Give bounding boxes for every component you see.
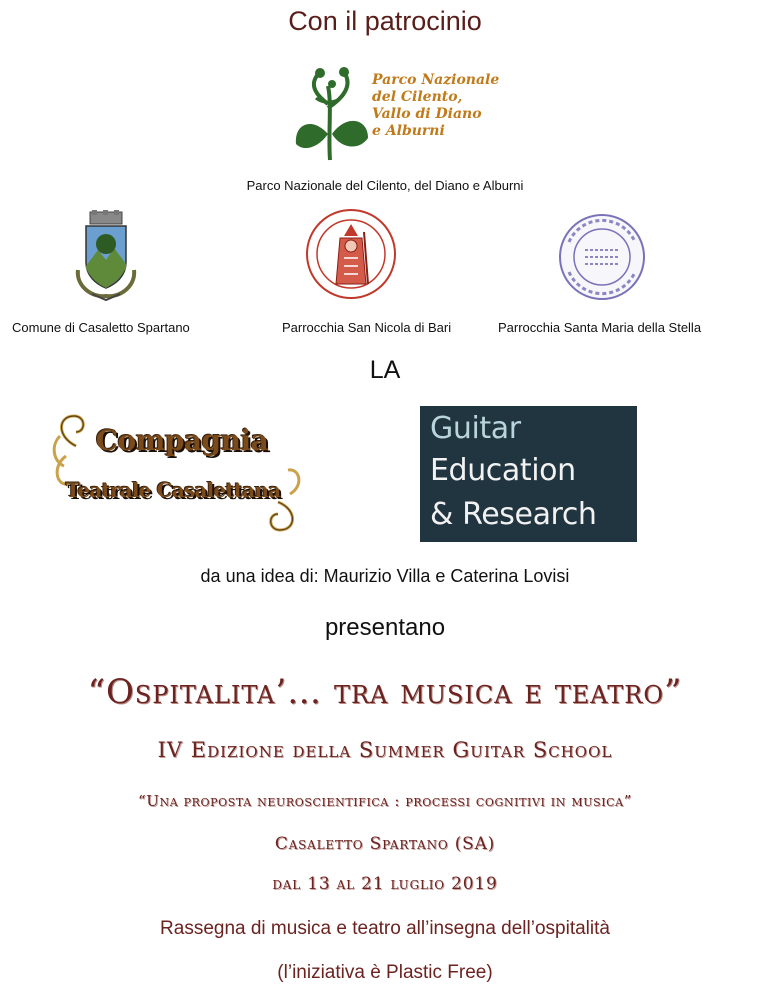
santa-maria-stella-seal-icon [555,212,649,302]
guitar-logo-line: & Research [430,497,597,532]
compagnia-title: Compagnia [95,424,269,457]
comune-caption: Comune di Casaletto Spartano [12,320,190,335]
patrocinio-heading: Con il patrocinio [288,6,482,36]
compagnia-subtitle: Teatrale Casalettana [65,478,281,502]
parco-logo-line: Vallo di Diano [372,106,482,122]
guitar-logo-line: Education [430,453,576,488]
santa-maria-caption: Parrocchia Santa Maria della Stella [498,320,702,335]
event-title: “Ospitalita’… tra musica e teatro” [87,672,683,712]
event-plastic-free: (l’iniziativa è Plastic Free) [277,962,493,983]
event-dates: dal 13 al 21 luglio 2019 [272,874,498,894]
parco-caption: Parco Nazionale del Cilento, del Diano e Alburni [246,178,524,193]
comune-crest-icon [72,210,140,302]
parco-logo-text [372,72,502,140]
event-proposal: “Una proposta neuroscientifica : processi cognitivi in musica” [138,792,632,810]
event-rassegna: Rassegna di musica e teatro all’insegna dell’ospitalità [160,918,610,939]
parco-logo-line: Parco Nazionale [372,72,500,88]
idea-credit: da una idea di: Maurizio Villa e Caterina Lovisi [200,566,570,586]
parco-logo-line: e Alburni [372,123,445,139]
event-edition: IV Edizione della Summer Guitar School [157,738,613,762]
event-location: Casaletto Spartano (SA) [274,834,496,854]
san-nicola-caption: Parrocchia San Nicola di Bari [282,320,452,335]
parco-logo-line: del Cilento, [372,89,463,105]
presentano-label: presentano [324,614,446,641]
la-label: LA [369,356,401,384]
guitar-education-logo [420,406,637,542]
guitar-logo-line: Guitar [430,411,521,446]
san-nicola-seal-icon [304,208,398,300]
